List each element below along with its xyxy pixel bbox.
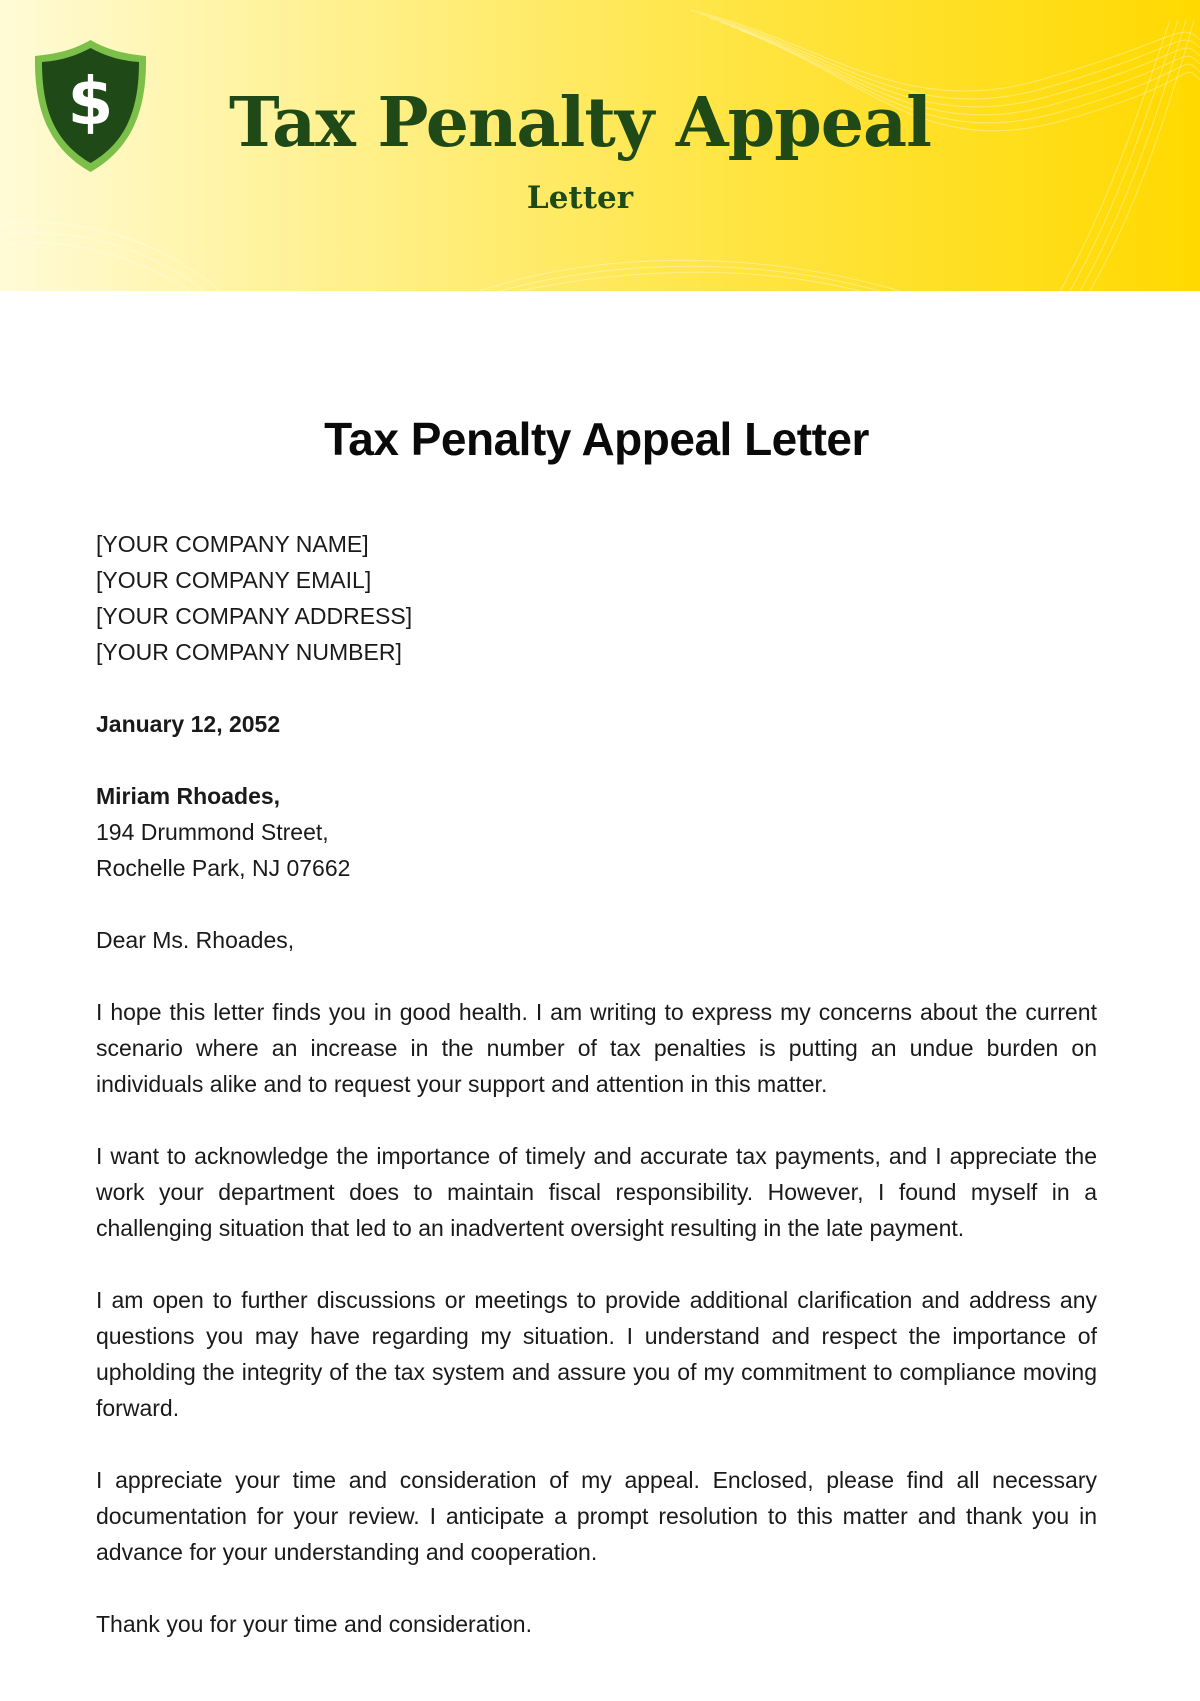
closing-line: Thank you for your time and consideration. (96, 1611, 532, 1637)
recipient-street: 194 Drummond Street, (96, 819, 329, 845)
banner-subtitle: Letter (526, 180, 634, 216)
sender-company-email: [YOUR COMPANY EMAIL] (96, 567, 372, 593)
recipient-block (96, 778, 1097, 886)
dollar-shield-icon (33, 38, 148, 174)
letter-body (96, 412, 1097, 1642)
paragraph-3: I am open to further discussions or meetings to provide additional clarification and address any questions you may have regarding my situation. I understand and respect the importance of upholding the integrity of the tax system and assure you of my commitment to compliance moving forward. (96, 1287, 1097, 1421)
svg-text:$: $ (67, 63, 114, 140)
paragraph-4: I appreciate your time and consideration of my appeal. Enclosed, please find all necessary documentation for your review. I anticipate a prompt resolution to this matter and thank you in advance for your understanding and cooperation. (96, 1467, 1097, 1565)
recipient-city: Rochelle Park, NJ 07662 (96, 855, 351, 881)
sender-company-address: [YOUR COMPANY ADDRESS] (96, 603, 413, 629)
sender-company-name: [YOUR COMPANY NAME] (96, 531, 369, 557)
document-title: Tax Penalty Appeal Letter (324, 413, 869, 465)
banner-title: Tax Penalty Appeal (229, 83, 931, 163)
sender-block (96, 526, 1097, 670)
header-banner (0, 0, 1200, 291)
date-block (96, 706, 1097, 742)
letter-date: January 12, 2052 (96, 711, 281, 737)
salutation-block (96, 922, 1097, 958)
sender-company-number: [YOUR COMPANY NUMBER] (96, 639, 402, 665)
paragraph-1: I hope this letter finds you in good health. I am writing to express my concerns about the current scenario where an increase in the number of tax penalties is putting an undue burden on individuals alike and to request your support and attention in this matter. (96, 999, 1097, 1097)
salutation: Dear Ms. Rhoades, (96, 927, 295, 953)
recipient-name: Miriam Rhoades, (96, 783, 281, 809)
paragraph-2: I want to acknowledge the importance of timely and accurate tax payments, and I appreciate the work your department does to maintain fiscal responsibility. However, I found myself in a challenging situation that led to an inadvertent oversight resulting in the late payment. (96, 1143, 1097, 1241)
